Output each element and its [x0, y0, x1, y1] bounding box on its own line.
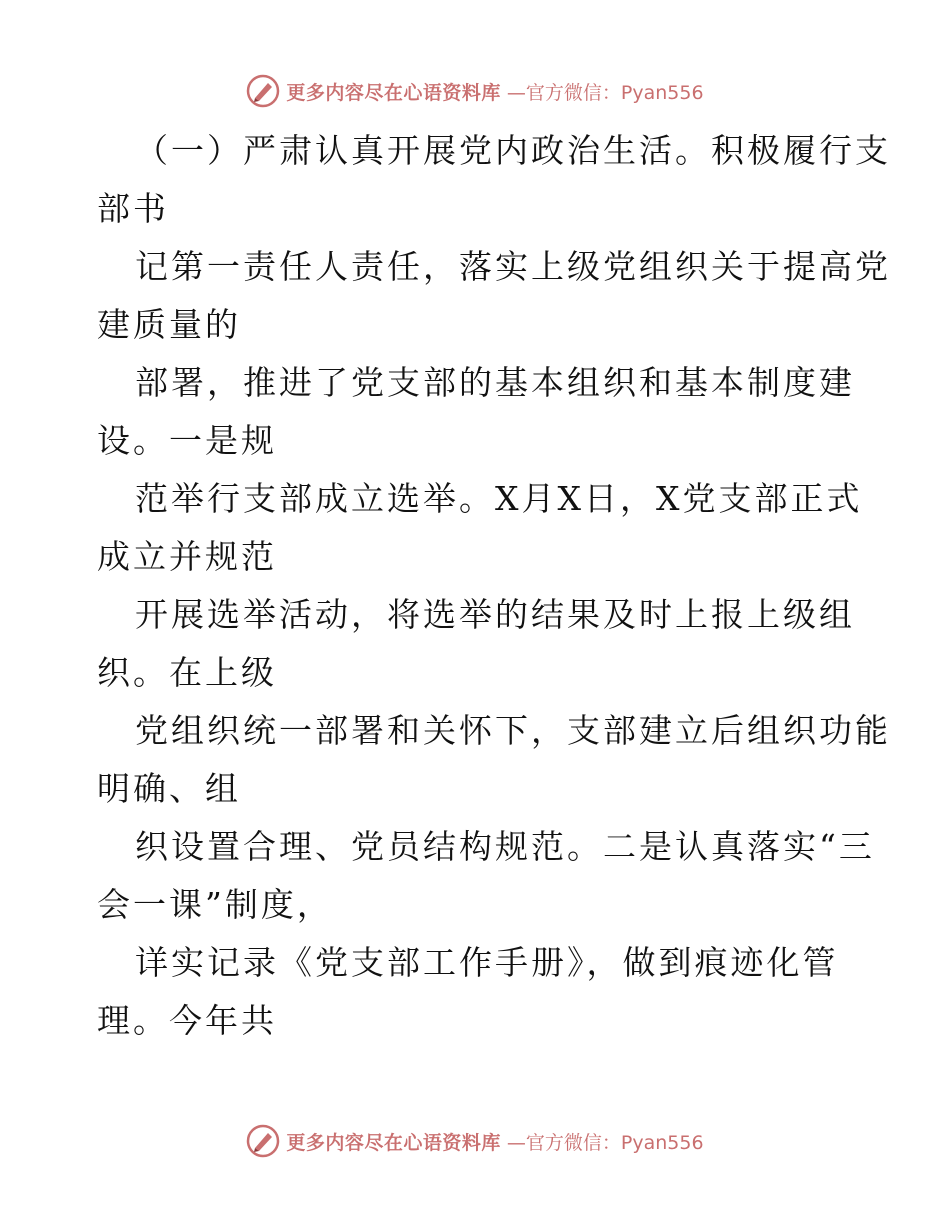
paragraph-line: 详实记录《党支部工作手册》，做到痕迹化管 [135, 943, 839, 982]
watermark-wechat: —官方微信：Pyan556 [506, 1131, 704, 1154]
paragraph-line: 建质量的 [97, 305, 241, 344]
header-watermark [0, 74, 950, 108]
paragraph-line: 明确、组 [97, 769, 241, 808]
watermark-wechat: —官方微信：Pyan556 [506, 81, 704, 104]
watermark-brand: 更多内容尽在心语资料库 [286, 81, 501, 104]
pen-logo-icon [246, 1124, 280, 1158]
paragraph-line: （一）严肃认真开展党内政治生活。积极履行支 [135, 131, 891, 170]
paragraph-line: 设。一是规 [97, 421, 277, 460]
paragraph-line: 开展选举活动，将选举的结果及时上报上级组 [135, 595, 855, 634]
paragraph-line: 范举行支部成立选举。X月X日，X党支部正式 [135, 479, 863, 518]
watermark-brand: 更多内容尽在心语资料库 [286, 1131, 501, 1154]
paragraph-line: 部书 [97, 189, 169, 228]
document-body [97, 122, 891, 1050]
paragraph-line: 织设置合理、党员结构规范。二是认真落实“三 [135, 827, 875, 866]
paragraph-line: 党组织统一部署和关怀下，支部建立后组织功能 [135, 711, 891, 750]
paragraph-line: 会一课”制度， [97, 885, 333, 924]
paragraph-line: 理。今年共 [97, 1001, 277, 1040]
paragraph-line: 成立并规范 [97, 537, 277, 576]
footer-watermark [0, 1124, 950, 1158]
paragraph-line: 记第一责任人责任，落实上级党组织关于提高党 [135, 247, 891, 286]
pen-logo-icon [246, 74, 280, 108]
paragraph-line: 部署，推进了党支部的基本组织和基本制度建 [135, 363, 855, 402]
paragraph-line: 织。在上级 [97, 653, 277, 692]
